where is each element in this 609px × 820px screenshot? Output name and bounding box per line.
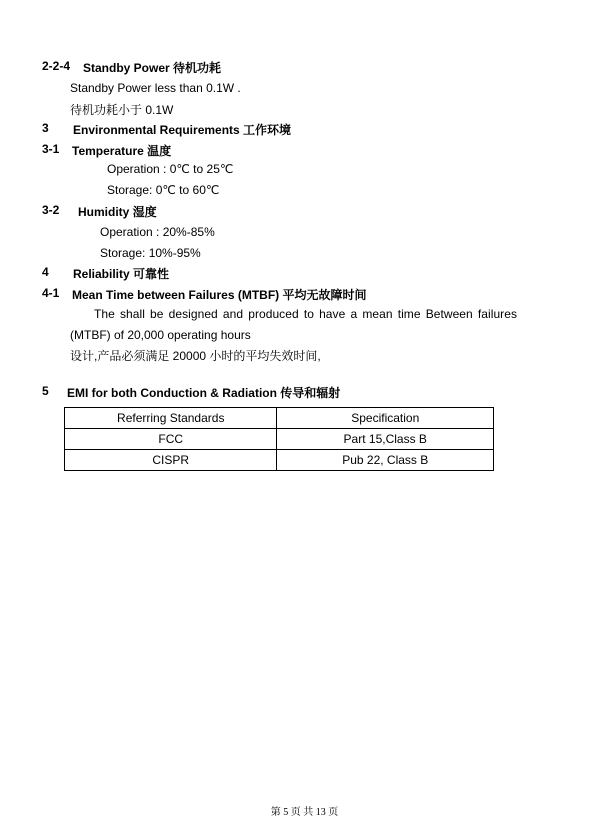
humidity-operation: Operation : 20%-85%	[100, 225, 215, 239]
section-title-humidity: Humidity 湿度	[78, 205, 157, 219]
table-cell: Part 15,Class B	[277, 429, 494, 450]
section-title-environmental-requirements: Environmental Requirements 工作环境	[73, 123, 292, 137]
table-cell: Pub 22, Class B	[277, 450, 494, 471]
mtbf-description-cn: 设计,产品必须满足 20000 小时的平均失效时间,	[70, 349, 321, 363]
table-header-cell: Specification	[277, 408, 494, 429]
standby-power-text-en: Standby Power less than 0.1W .	[70, 81, 241, 95]
table-row	[65, 429, 494, 450]
section-title-reliability: Reliability 可靠性	[73, 267, 170, 281]
mtbf-description-line-2: (MTBF) of 20,000 operating hours	[70, 328, 251, 342]
section-number-3-2: 3-2	[42, 203, 60, 217]
section-number-4: 4	[42, 265, 49, 279]
section-title-standby-power: Standby Power 待机功耗	[83, 61, 222, 75]
section-number-5: 5	[42, 384, 49, 398]
section-title-mtbf: Mean Time between Failures (MTBF) 平均无故障时间	[72, 288, 367, 302]
page-footer: 第 5 页 共 13 页	[270, 807, 339, 818]
section-number-3: 3	[42, 121, 49, 135]
standby-power-text-cn: 待机功耗小于 0.1W	[70, 103, 174, 117]
mtbf-description-line-1: The shall be designed and produced to have a mean time Between failures	[94, 307, 517, 321]
temperature-storage: Storage: 0℃ to 60℃	[107, 183, 220, 197]
section-number-3-1: 3-1	[42, 142, 60, 156]
emi-standards-table	[64, 407, 494, 471]
table-cell: FCC	[65, 429, 277, 450]
table-header-row	[65, 408, 494, 429]
section-title-emi: EMI for both Conduction & Radiation 传导和辐射	[67, 386, 341, 400]
table-row	[65, 450, 494, 471]
section-number-4-1: 4-1	[42, 286, 60, 300]
section-number-2-2-4: 2-2-4	[42, 59, 71, 73]
table-cell: CISPR	[65, 450, 277, 471]
humidity-storage: Storage: 10%-95%	[100, 246, 201, 260]
section-title-temperature: Temperature 温度	[72, 144, 172, 158]
temperature-operation: Operation : 0℃ to 25℃	[107, 162, 234, 176]
table-header-cell: Referring Standards	[65, 408, 277, 429]
